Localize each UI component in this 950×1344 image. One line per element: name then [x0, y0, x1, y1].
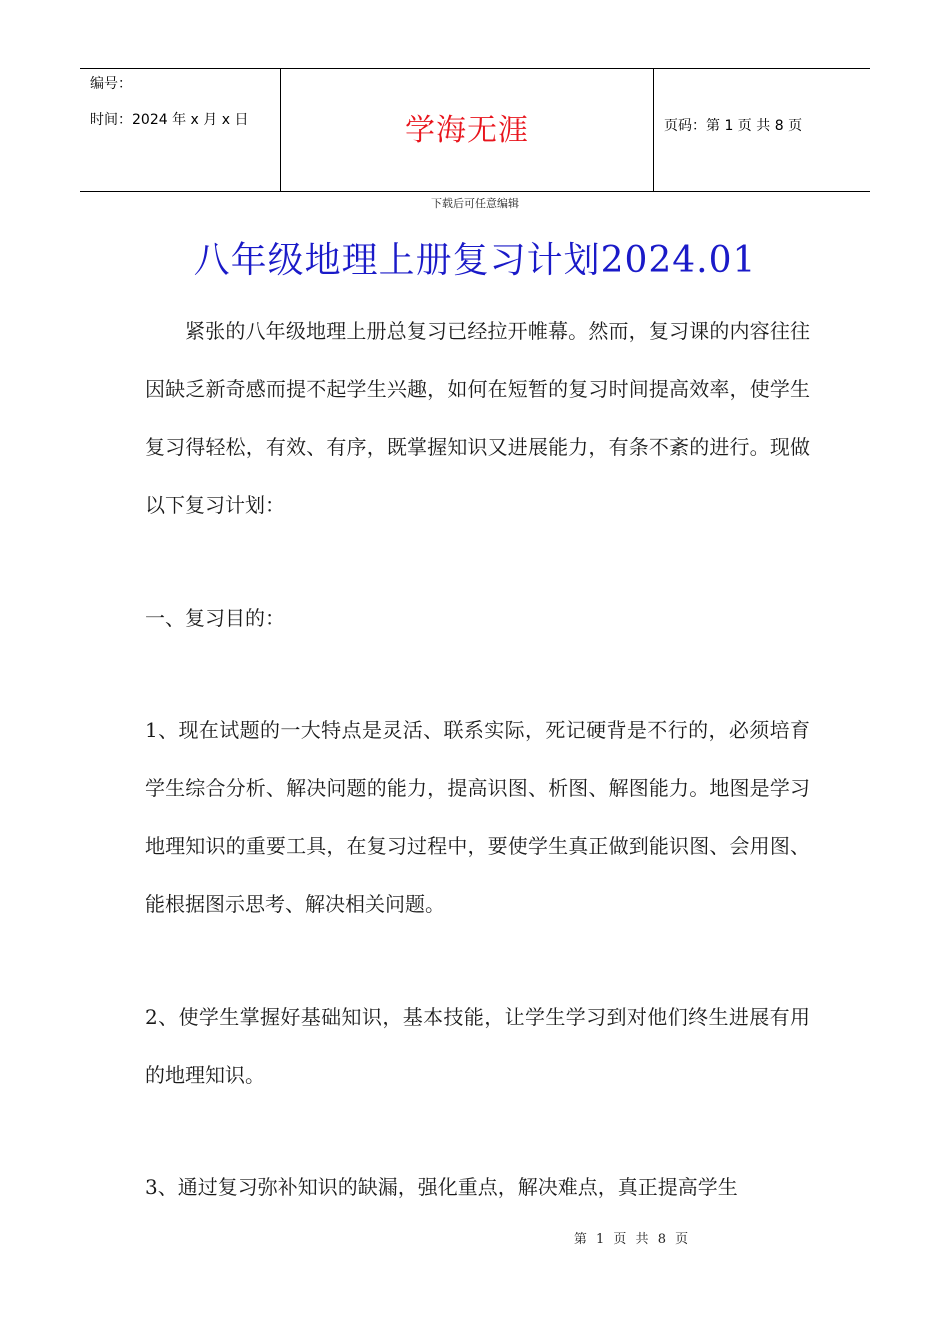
item-paragraph-3: 3、通过复习弥补知识的缺漏，强化重点，解决难点，真正提高学生	[145, 1175, 738, 1199]
document-header-table	[80, 68, 870, 192]
item-paragraph-2: 2、使学生掌握好基础知识，基本技能，让学生学习到对他们终生进展有用的地理知识。	[145, 1005, 810, 1087]
page-info: 页码：第 1 页 共 8 页	[664, 118, 803, 134]
item-paragraph-1: 1、现在试题的一大特点是灵活、联系实际，死记硬背是不行的，必须培育学生综合分析、解决问题的能力，提高识图、析图、解图能力。地图是学习地理知识的重要工具，在复习过程中，要使学生真正做到能识图、会用图、能根据图示思考、解决相关问题。	[145, 718, 810, 916]
page-title: 八年级地理上册复习计划2024.01	[193, 240, 757, 281]
brand-title: 学海无涯	[405, 113, 529, 148]
date-label: 时间：2024 年 x 月 x 日	[90, 112, 249, 128]
section-heading-1: 一、复习目的：	[145, 606, 285, 630]
edit-note: 下载后可任意编辑	[431, 197, 519, 210]
header-right-cell	[654, 69, 870, 191]
page-footer: 第 1 页 共 8 页	[573, 1232, 689, 1247]
header-left-cell	[80, 69, 281, 191]
intro-paragraph: 紧张的八年级地理上册总复习已经拉开帷幕。然而，复习课的内容往往因缺乏新奇感而提不起学生兴趣，如何在短暂的复习时间提高效率，使学生复习得轻松，有效、有序，既掌握知识又进展能力，有条不紊的进行。现做以下复习计划：	[145, 319, 810, 517]
serial-number-label: 编号：	[90, 76, 132, 92]
header-middle-cell	[281, 69, 654, 191]
